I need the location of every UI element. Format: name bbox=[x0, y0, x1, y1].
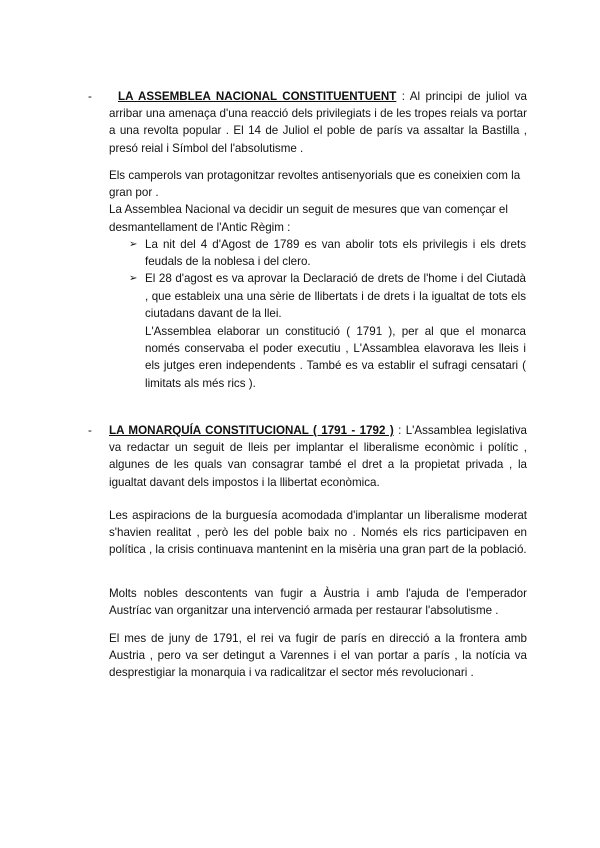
bullet-list bbox=[0, 236, 600, 322]
list-item-text: La nit del 4 d'Agost de 1789 es van abolir tots els privilegis i els drets feudals de la noblesa i del clero. bbox=[145, 238, 526, 269]
section-bullet: - bbox=[88, 424, 92, 437]
section1-constitution-block bbox=[0, 323, 600, 392]
paragraph-camperols: Els camperols van protagonitzar revoltes antisenyorials que es coneixien com la gran por . bbox=[109, 169, 521, 200]
section1-paragraph-block bbox=[0, 167, 600, 236]
section-intro-paragraph bbox=[109, 422, 527, 491]
section-assemblea-nacional bbox=[0, 88, 600, 157]
section-intro-paragraph bbox=[109, 88, 527, 157]
section2-paragraph-block bbox=[0, 585, 600, 619]
list-item bbox=[129, 236, 526, 270]
paragraph-mesures: La Assemblea Nacional va decidir un seguit de mesures que van començar el desmantellament de l'Antic Règim : bbox=[109, 203, 508, 234]
list-item bbox=[129, 270, 526, 322]
section-intro-text: : L'Assamblea legislativa va redactar un seguit de lleis per implantar el liberalisme econòmic i polític , algunes de les quals van consagrar també el dret a la propietat privada , la igualtat davant dels impostos i la llibertat econòmica. bbox=[109, 424, 527, 489]
paragraph-fugida-rei: El mes de juny de 1791, el rei va fugir de parís en direcció a la frontera amb Austria , pero va ser detingut a Varennes i el van portar a parís , la notícia va desprestigiar la monarquia i va radicalitzar el sector més revolucionari . bbox=[109, 632, 527, 680]
arrow-bullet-icon: ➢ bbox=[129, 273, 138, 285]
section-intro-text: : Al principi de juliol va arribar una amenaça d'una reacció dels privilegiats i de les tropes reials va portar a una revolta popular . El 14 de Juliol el poble de parís va assaltar la Bastilla , presó reial i Símbol del l'absolutisme . bbox=[109, 90, 527, 155]
list-item-text: El 28 d'agost es va aprovar la Declaració de drets de l'home i del Ciutadà , que estableix una una sèrie de llibertats i de drets i la igualtat de tots els ciutadans davant de la llei. bbox=[145, 272, 526, 320]
paragraph-nobles: Molts nobles descontents van fugir a Àustria i amb l'ajuda de l'emperador Austríac van organitzar una intervenció armada per restaurar l'absolutisme . bbox=[109, 587, 527, 618]
paragraph-constitucio: L'Assemblea elaborar un constitució ( 1791 ), per al que el monarca només conservaba el poder executiu , L'Assamblea elavorava les lleis i els jutges eren independents . També es va establir el sufragi censatari ( limitats als més rics ). bbox=[145, 325, 526, 390]
paragraph-burguesia: Les aspiracions de la burguesía acomodada d'implantar un liberalisme moderat s'havien realitat , però les del poble baix no . Només els rics participaven en política , la crisis continuava mantenint en la misèria una gran part de la població. bbox=[109, 509, 527, 557]
section2-paragraph-block bbox=[0, 630, 600, 682]
section-heading: LA ASSEMBLEA NACIONAL CONSTITUENTUENT bbox=[118, 90, 397, 103]
section2-paragraph-block bbox=[0, 507, 600, 559]
section-bullet: - bbox=[88, 90, 92, 103]
arrow-bullet-icon: ➢ bbox=[129, 239, 138, 250]
section-monarquia-constitucional bbox=[0, 422, 600, 491]
section-heading: LA MONARQUÍA CONSTITUCIONAL ( 1791 - 1792 ) bbox=[109, 424, 394, 437]
